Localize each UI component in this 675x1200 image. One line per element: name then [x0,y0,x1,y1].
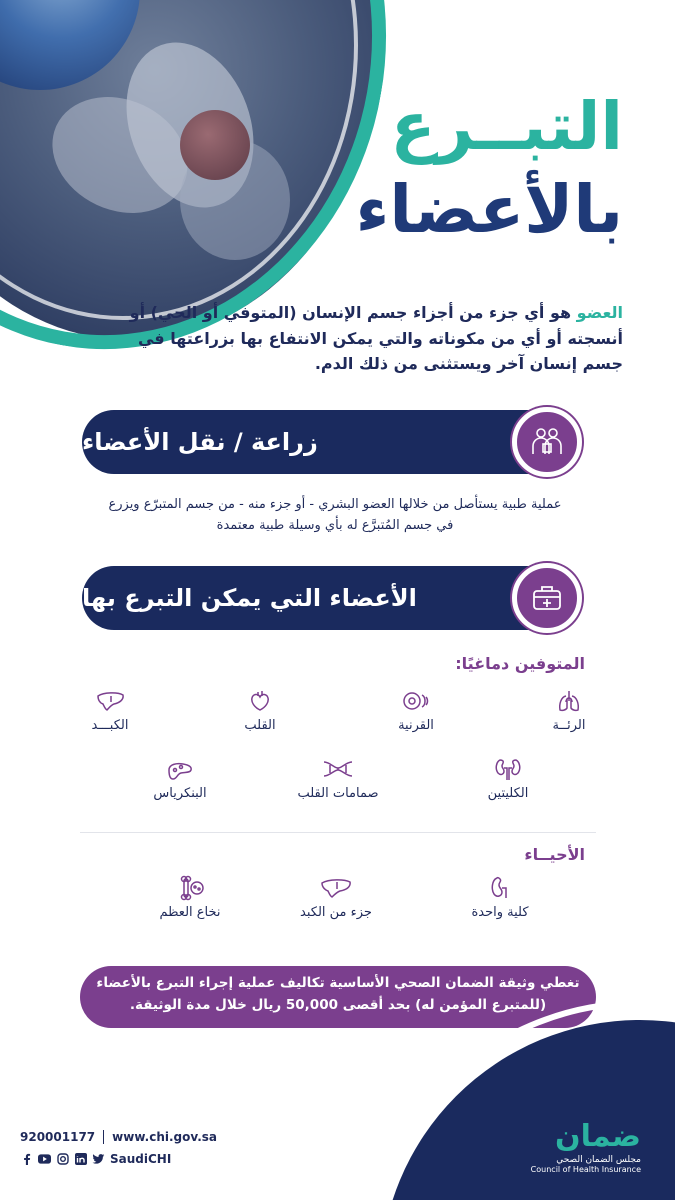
transplant-desc-line-1: عملية طبية يستأصل من خلالها العضو البشري - أو جزء منه - من جسم المتبرّع ويزرع [108,497,562,512]
organ-label: نخاع العظم [159,905,221,920]
bone-marrow-icon [175,875,205,901]
organ-partial-liver [276,875,396,920]
title-line-2: بالأعضاء [355,171,623,249]
eye-icon [401,688,431,714]
organ-pancreas [120,756,240,801]
organ-single-kidney [440,875,560,920]
youtube-icon[interactable] [38,1153,51,1166]
deceased-donors-title: المتوفين دماغيًا: [455,654,585,673]
linkedin-icon[interactable] [74,1153,87,1166]
footer-social-handle[interactable]: SaudiCHI [110,1152,172,1166]
organ-label: الرئــة [552,718,586,733]
organ-label: البنكرياس [153,786,207,801]
organ-label: القلب [244,718,276,733]
note-line-1: تغطي وثيقة الضمان الصحي الأساسية تكاليف عملية إجراء التبرع بالأعضاء [96,975,580,991]
doctor-patient-icon [512,407,582,477]
organ-bone-marrow [130,875,250,920]
intro-text: هو أي جزء من أجزاء جسم الإنسان (المتوفي أو الحي) أو أنسجته أو أي من مكوناته والتي يمكن الانتفاع بها بزراعتها في جسم إنسان آخر ويستثنى من ذلك الدم. [129,303,623,374]
chi-logo [530,1119,641,1174]
medical-kit-icon [512,563,582,633]
section-transplant-title: زراعة / نقل الأعضاء [82,428,318,456]
section-donatable-title: الأعضاء التي يمكن التبرع بها [82,584,417,612]
section-donatable-banner [82,566,560,630]
page-title [355,88,623,249]
organ-label: جزء من الكبد [300,905,372,920]
intro-highlight: العضو [576,303,623,322]
organ-heart-valves [278,756,398,801]
organ-label: صمامات القلب [297,786,379,801]
organ-label: القرنية [398,718,434,733]
organ-cornea [356,688,476,733]
living-donors-title: الأحيــاء [524,845,585,864]
pancreas-icon [165,756,195,782]
footer-phone[interactable]: 920001177 [20,1130,96,1144]
organ-heart [200,688,320,733]
note-line-2: (للمتبرع المؤمن له) بحد أقصى 50,000 ريال خلال مدة الوثيقة. [129,996,547,1013]
instagram-icon[interactable] [56,1153,69,1166]
organ-kidneys [448,756,568,801]
footer-contact [20,1130,217,1166]
transplant-desc-line-2: في جسم المُتبرَّع له بأي وسيلة طبية معتمدة [216,518,454,534]
section-transplant-banner [82,410,560,474]
organ-label: الكبـــد [91,718,129,733]
organ-label: الكليتين [487,786,529,801]
kidney-icon [487,875,513,901]
liver-icon [95,688,125,714]
hero-white-ring [0,0,358,320]
organ-liver [50,688,170,733]
insurance-coverage-note [80,966,596,1028]
kidneys-icon [493,756,523,782]
facebook-icon[interactable] [20,1153,33,1166]
liver-icon [319,875,353,901]
section-divider [80,832,596,833]
logo-english-name: Council of Health Insurance [530,1165,641,1174]
organ-lungs [509,688,629,733]
footer-separator [103,1130,104,1144]
heart-icon [247,688,273,714]
logo-arabic-name: مجلس الضمان الصحي [556,1155,641,1165]
heart-valves-icon [322,756,354,782]
twitter-icon[interactable] [92,1153,105,1166]
title-line-1: التبــرع [390,88,623,165]
intro-paragraph [103,300,623,377]
logo-mark: ضمان [555,1119,641,1154]
footer-website[interactable]: www.chi.gov.sa [112,1130,218,1144]
lungs-icon [556,688,582,714]
organ-label: كلية واحدة [471,905,529,920]
section-transplant-description [100,494,570,537]
